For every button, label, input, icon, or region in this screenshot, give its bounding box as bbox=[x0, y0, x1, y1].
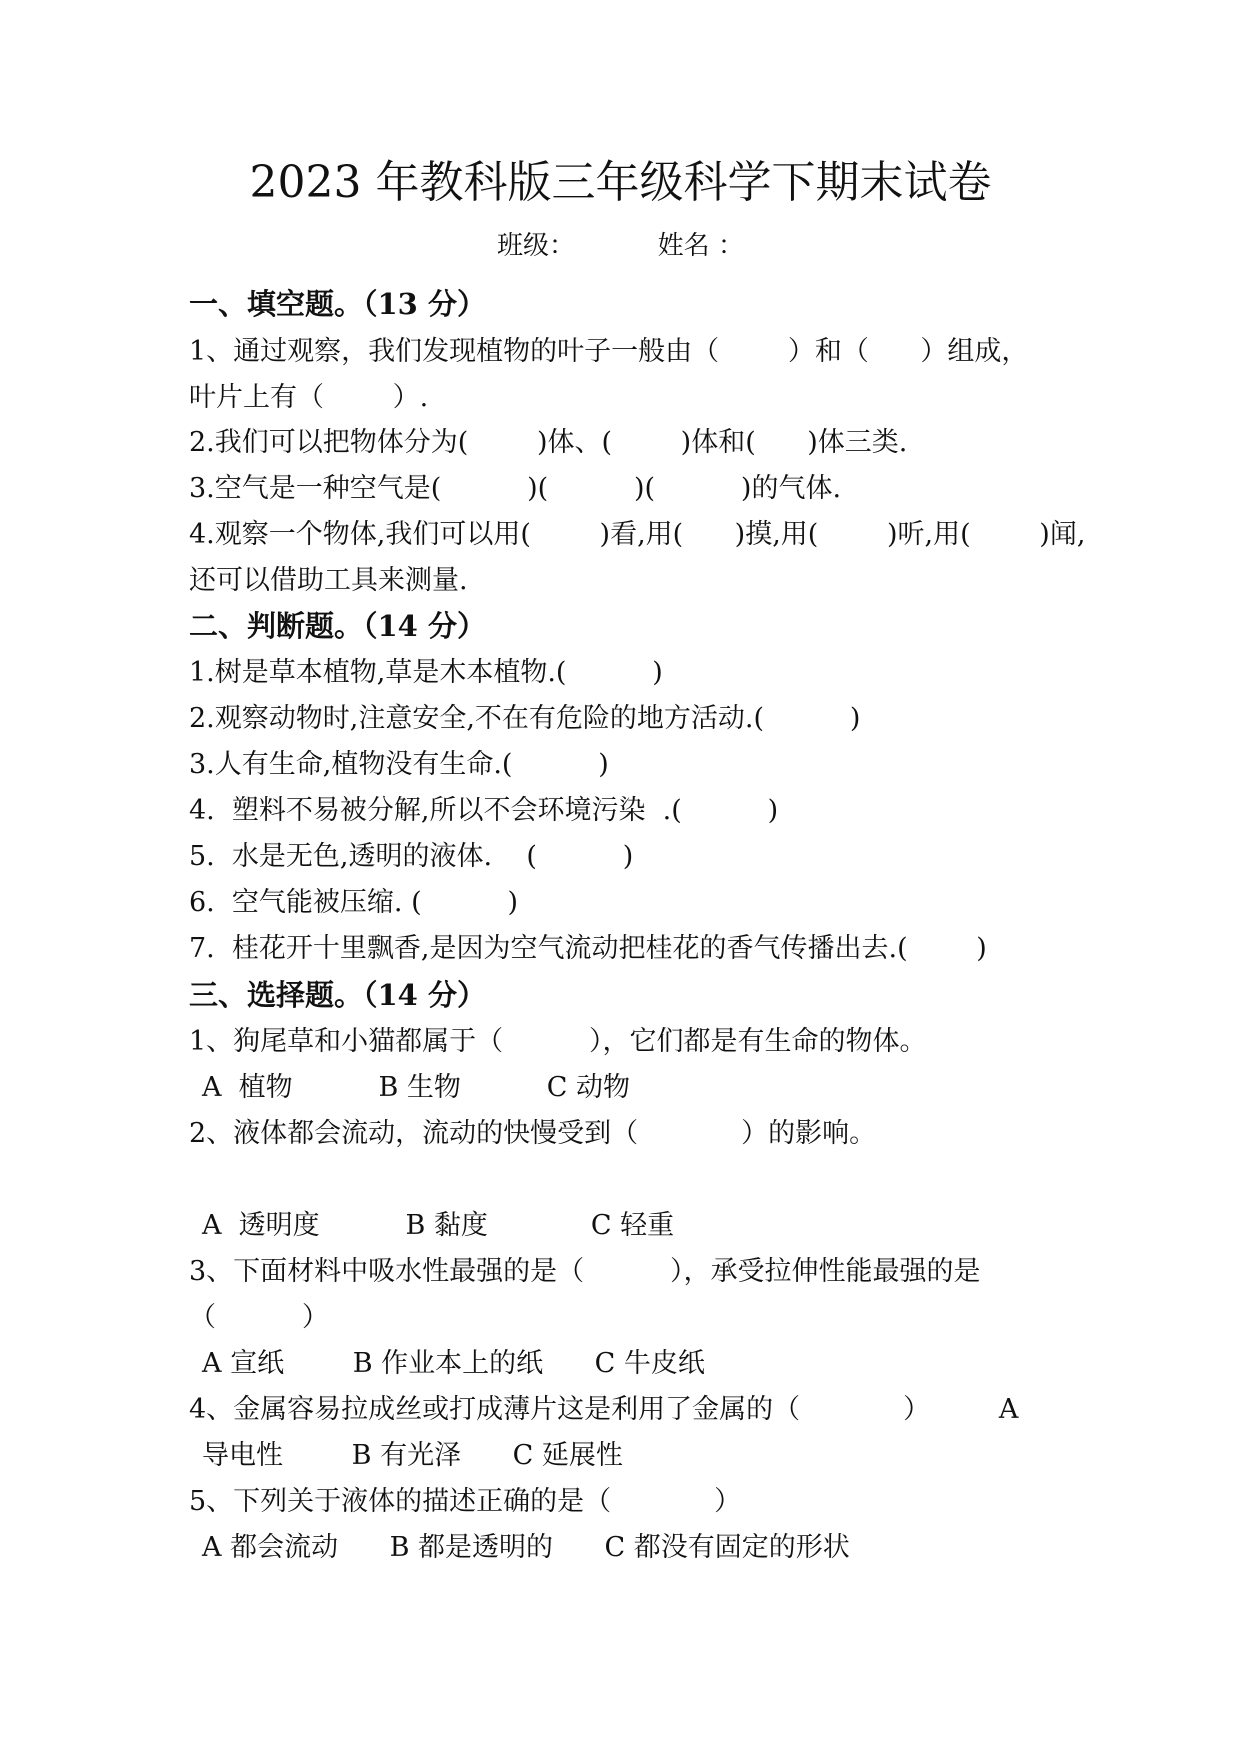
choice-question-3-options: A 宣纸 B 作业本上的纸 C 牛皮纸 bbox=[202, 1348, 705, 1379]
section-heading-true-false: 二、判断题。（14 分） bbox=[189, 609, 486, 643]
class-name-line: 班级： 姓名 ： bbox=[497, 231, 744, 261]
fill-question-1-line-2: 叶片上有（ ）. bbox=[189, 382, 429, 413]
choice-question-3-line-2: （ ） bbox=[189, 1302, 329, 1333]
section-heading-fill-in: 一、填空题。（13 分） bbox=[189, 287, 486, 321]
section-heading-multiple-choice: 三、选择题。（14 分） bbox=[189, 978, 486, 1012]
judge-question-3: 3.人有生命,植物没有生命.( ) bbox=[189, 749, 609, 780]
choice-question-1-options: A 植物 B 生物 C 动物 bbox=[202, 1072, 630, 1103]
choice-question-5: 5、下列关于液体的描述正确的是（ ） bbox=[189, 1486, 742, 1517]
fill-question-4-line-2: 还可以借助工具来测量. bbox=[189, 565, 468, 596]
fill-question-2: 2.我们可以把物体分为( )体、( )体和( )体三类. bbox=[189, 427, 908, 458]
fill-question-3: 3.空气是一种空气是( )( )( )的气体. bbox=[189, 473, 842, 504]
judge-question-2: 2.观察动物时,注意安全,不在有危险的地方活动.( ) bbox=[189, 703, 861, 734]
judge-question-4: 4. 塑料不易被分解,所以不会环境污染 .( ) bbox=[189, 795, 779, 826]
judge-question-1: 1.树是草本植物,草是木本植物.( ) bbox=[189, 657, 663, 688]
choice-question-2-options: A 透明度 B 黏度 C 轻重 bbox=[202, 1210, 675, 1241]
judge-question-7: 7. 桂花开十里飘香,是因为空气流动把桂花的香气传播出去.( ) bbox=[189, 933, 987, 964]
page-title: 2023 年教科版三年级科学下期末试卷 bbox=[249, 157, 992, 208]
choice-question-4-line-2: 导电性 B 有光泽 C 延展性 bbox=[202, 1440, 623, 1471]
choice-question-2: 2、液体都会流动，流动的快慢受到（ ）的影响。 bbox=[189, 1118, 877, 1149]
judge-question-6: 6. 空气能被压缩. ( ) bbox=[189, 887, 518, 918]
choice-question-5-options: A 都会流动 B 都是透明的 C 都没有固定的形状 bbox=[202, 1532, 850, 1563]
choice-question-1: 1、狗尾草和小猫都属于（ ），它们都是有生命的物体。 bbox=[189, 1026, 927, 1057]
fill-question-4-line-1: 4.观察一个物体,我们可以用( )看,用( )摸,用( )听,用( )闻, bbox=[189, 519, 1086, 550]
judge-question-5: 5. 水是无色,透明的液体. ( ) bbox=[189, 841, 634, 872]
choice-question-4-line-1: 4、金属容易拉成丝或打成薄片这是利用了金属的（ ） A bbox=[189, 1394, 1019, 1425]
fill-question-1-line-1: 1、通过观察，我们发现植物的叶子一般由（ ）和（ ）组成， bbox=[189, 336, 1029, 367]
choice-question-3-line-1: 3、下面材料中吸水性最强的是（ ），承受拉伸性能最强的是 bbox=[189, 1256, 981, 1287]
